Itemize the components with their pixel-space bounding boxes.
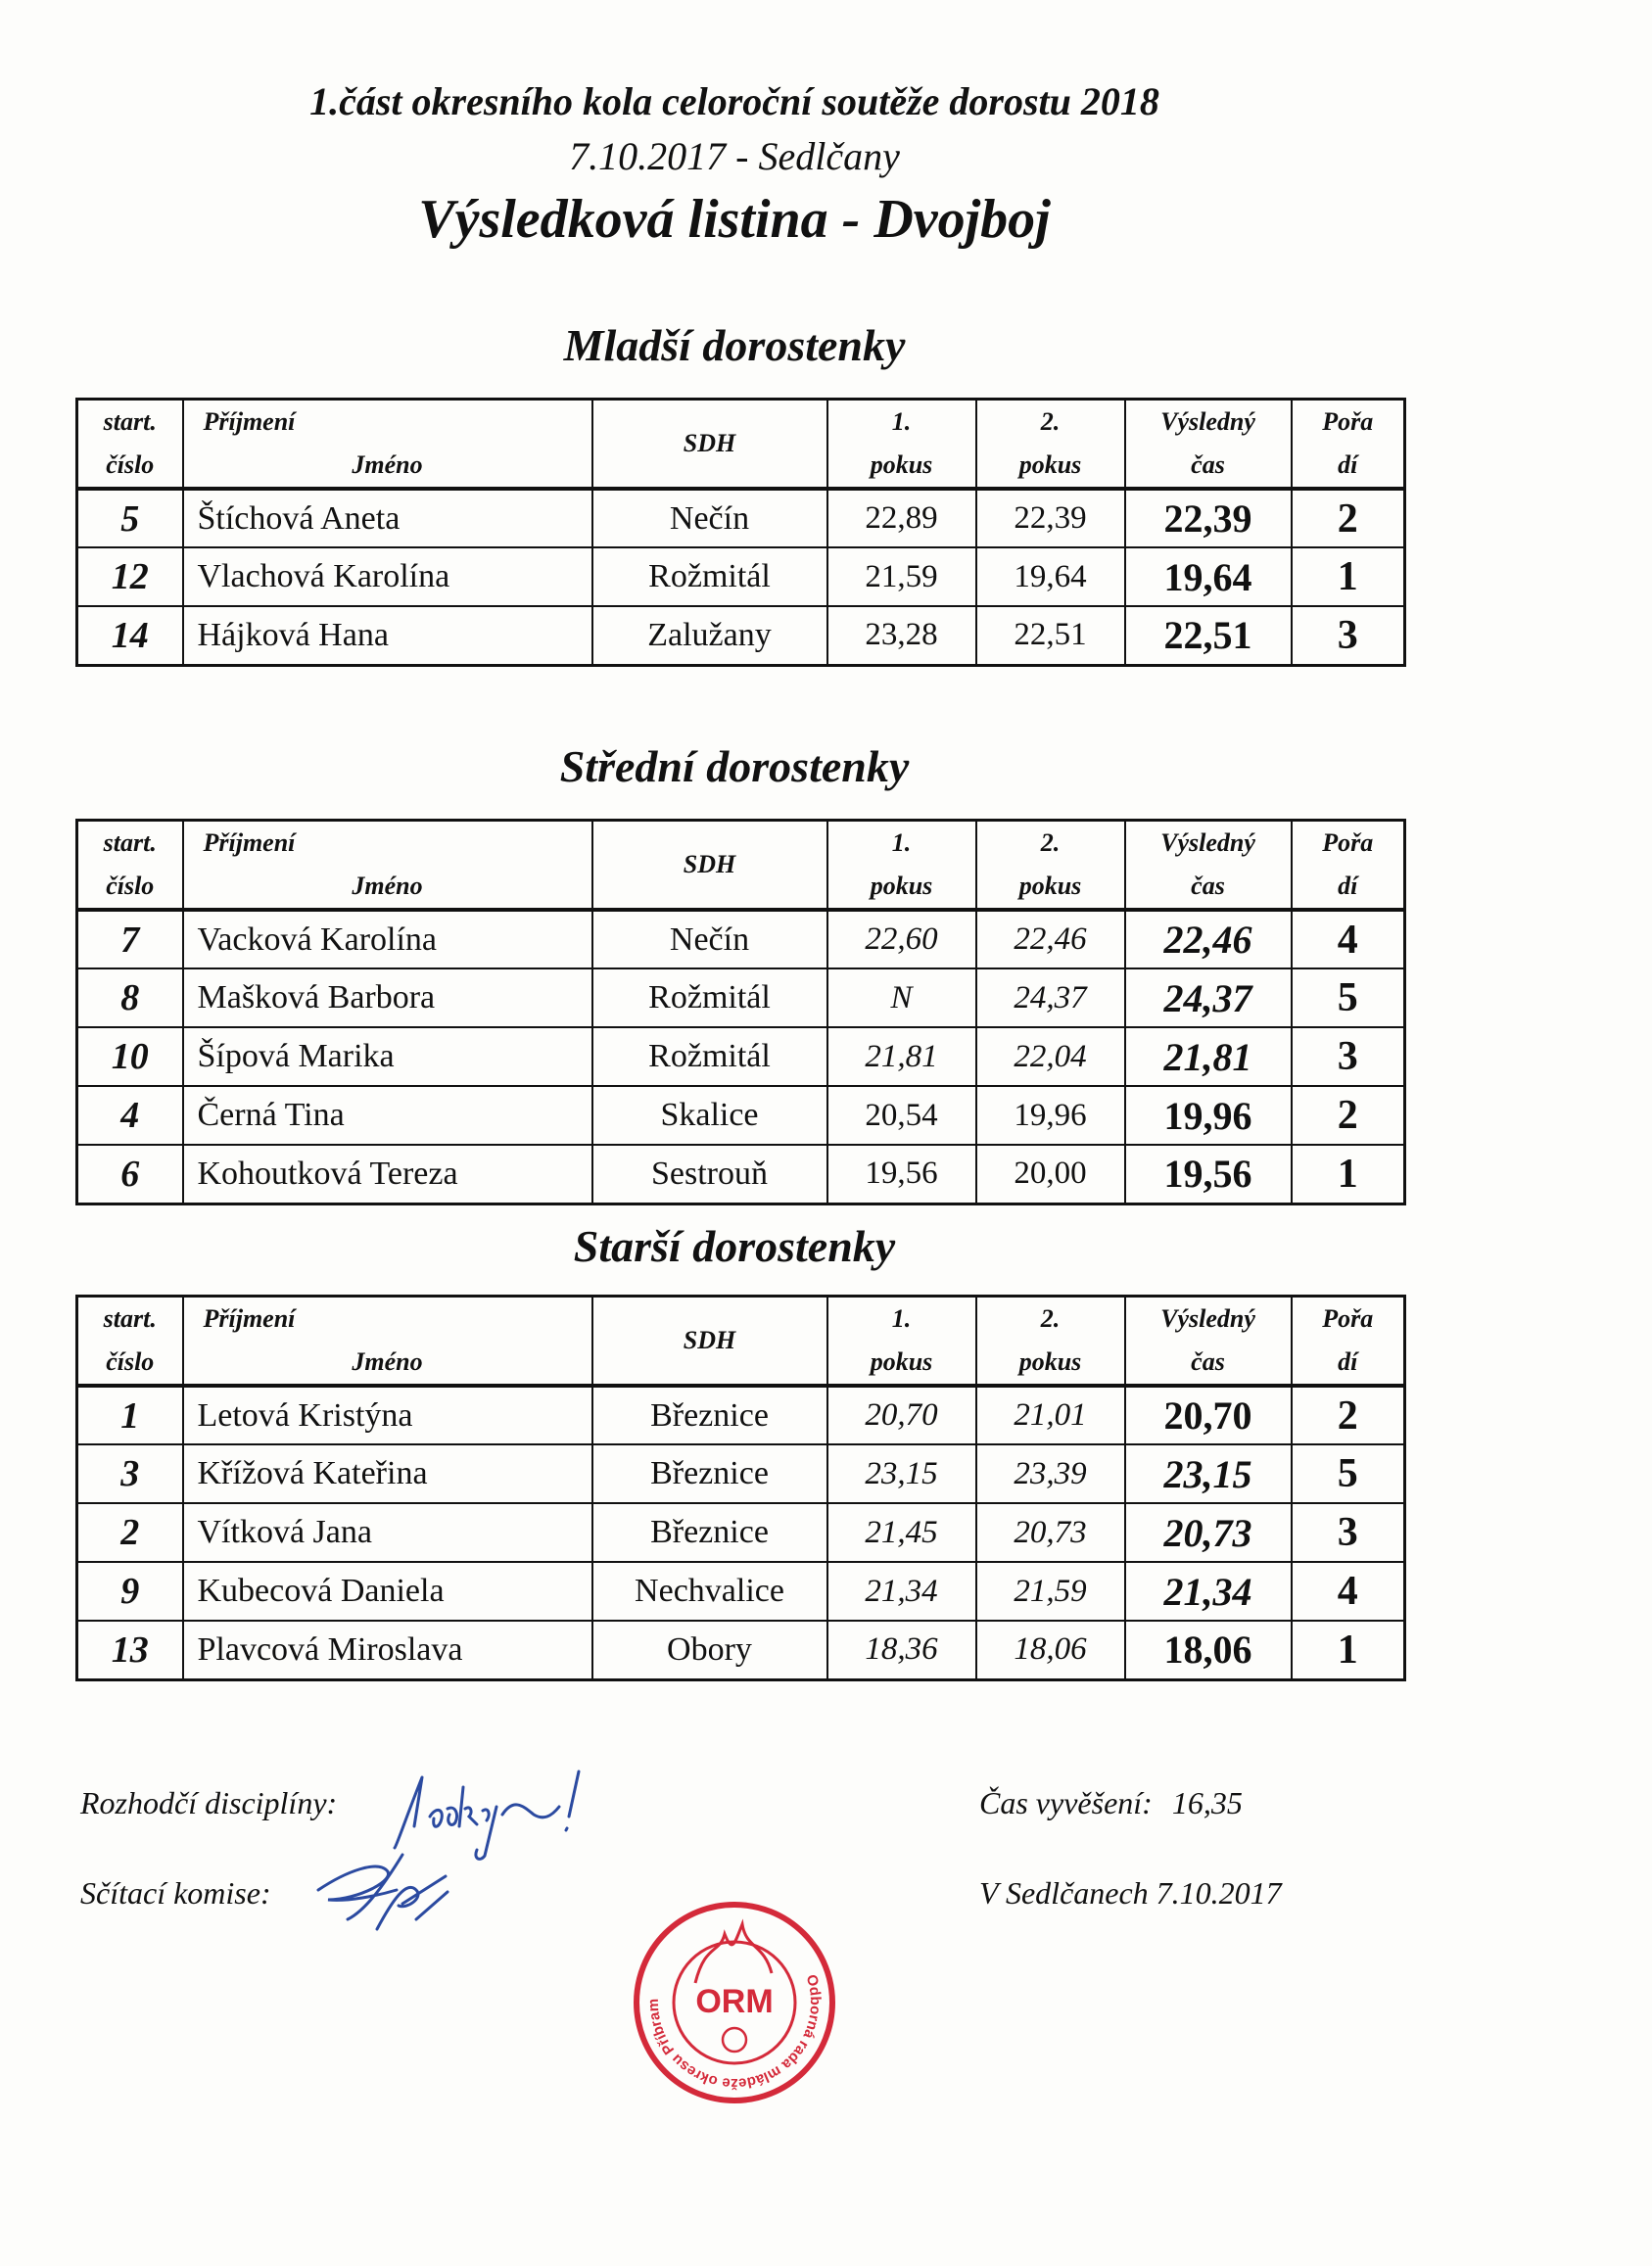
header-name bbox=[183, 821, 592, 911]
results-table bbox=[75, 398, 1406, 667]
result-time: 24,37 bbox=[1125, 968, 1292, 1027]
header-label: 2. bbox=[1040, 828, 1061, 857]
attempt2: 21,01 bbox=[976, 1386, 1125, 1444]
sdh-team: Nečín bbox=[592, 489, 827, 547]
orm-stamp bbox=[627, 1895, 842, 2110]
header-label: Příjmení bbox=[203, 1304, 296, 1333]
result-time: 20,70 bbox=[1125, 1386, 1292, 1444]
rank: 3 bbox=[1292, 1027, 1405, 1086]
rank: 2 bbox=[1292, 489, 1405, 547]
table-row bbox=[77, 606, 1405, 665]
attempt2: 22,51 bbox=[976, 606, 1125, 665]
attempt2: 23,39 bbox=[976, 1444, 1125, 1503]
attempt2: 19,96 bbox=[976, 1086, 1125, 1145]
header-label: 2. bbox=[1040, 407, 1061, 436]
competitor-name: Vlachová Karolína bbox=[183, 547, 592, 606]
header-attempt1 bbox=[827, 1297, 976, 1387]
attempt1: 18,36 bbox=[827, 1621, 976, 1679]
attempt2: 20,73 bbox=[976, 1503, 1125, 1562]
doc-title-line3: Výsledková listina - Dvojboj bbox=[418, 189, 1051, 250]
rank: 4 bbox=[1292, 910, 1405, 968]
header-sdh bbox=[592, 400, 827, 490]
start-number: 1 bbox=[77, 1386, 183, 1444]
attempt1: 20,70 bbox=[827, 1386, 976, 1444]
committee-signature bbox=[308, 1841, 465, 1949]
attempt1: 21,81 bbox=[827, 1027, 976, 1086]
attempt1: N bbox=[827, 968, 976, 1027]
result-time: 20,73 bbox=[1125, 1503, 1292, 1562]
header-label: pokus bbox=[870, 872, 933, 900]
sdh-team: Rožmitál bbox=[592, 547, 827, 606]
header-label: číslo bbox=[106, 1347, 155, 1376]
attempt2: 18,06 bbox=[976, 1621, 1125, 1679]
competitor-name: Černá Tina bbox=[183, 1086, 592, 1145]
sdh-team: Skalice bbox=[592, 1086, 827, 1145]
header-label: Výsledný bbox=[1160, 1304, 1255, 1333]
result-time: 19,56 bbox=[1125, 1145, 1292, 1204]
table-row bbox=[77, 547, 1405, 606]
doc-title-line1: 1.část okresního kola celoroční soutěže dorostu 2018 bbox=[309, 79, 1159, 123]
header-rank bbox=[1292, 400, 1405, 490]
header-result bbox=[1125, 1297, 1292, 1387]
table-row bbox=[77, 910, 1405, 968]
header-label: pokus bbox=[870, 450, 933, 479]
header-attempt2 bbox=[976, 1297, 1125, 1387]
rank: 1 bbox=[1292, 1145, 1405, 1204]
header-result bbox=[1125, 400, 1292, 490]
header-start bbox=[77, 1297, 183, 1387]
start-number: 3 bbox=[77, 1444, 183, 1503]
sdh-team: Rožmitál bbox=[592, 968, 827, 1027]
section-title: Starší dorostenky bbox=[573, 1221, 896, 1271]
results-table bbox=[75, 819, 1406, 1205]
committee-label: Sčítací komise: bbox=[80, 1875, 271, 1911]
header-name bbox=[183, 1297, 592, 1387]
competitor-name: Kubecová Daniela bbox=[183, 1562, 592, 1621]
header-label: 1. bbox=[891, 1304, 912, 1333]
rank: 5 bbox=[1292, 1444, 1405, 1503]
start-number: 13 bbox=[77, 1621, 183, 1679]
result-time: 22,46 bbox=[1125, 910, 1292, 968]
attempt1: 21,45 bbox=[827, 1503, 976, 1562]
header-label: Výsledný bbox=[1160, 407, 1255, 436]
section-title: Střední dorostenky bbox=[559, 741, 910, 791]
sdh-team: Březnice bbox=[592, 1386, 827, 1444]
start-number: 9 bbox=[77, 1562, 183, 1621]
attempt1: 22,60 bbox=[827, 910, 976, 968]
header-label: SDH bbox=[683, 429, 736, 457]
posted-label: Čas vyvěšení: bbox=[979, 1785, 1153, 1820]
start-number: 2 bbox=[77, 1503, 183, 1562]
doc-title-line2: 7.10.2017 - Sedlčany bbox=[569, 134, 900, 178]
attempt1: 23,28 bbox=[827, 606, 976, 665]
table-row bbox=[77, 1503, 1405, 1562]
attempt1: 19,56 bbox=[827, 1145, 976, 1204]
posted-value: 16,35 bbox=[1171, 1785, 1243, 1820]
result-time: 19,64 bbox=[1125, 547, 1292, 606]
result-time: 23,15 bbox=[1125, 1444, 1292, 1503]
result-time: 21,34 bbox=[1125, 1562, 1292, 1621]
table-row bbox=[77, 1562, 1405, 1621]
competitor-name: Křížová Kateřina bbox=[183, 1444, 592, 1503]
header-label: číslo bbox=[106, 450, 155, 479]
header-label: 2. bbox=[1040, 1304, 1061, 1333]
header-label: dí bbox=[1338, 450, 1358, 479]
table-header-row bbox=[77, 1297, 1405, 1387]
result-time: 19,96 bbox=[1125, 1086, 1292, 1145]
header-label: SDH bbox=[683, 1326, 736, 1354]
rank: 4 bbox=[1292, 1562, 1405, 1621]
sdh-team: Březnice bbox=[592, 1444, 827, 1503]
header-attempt1 bbox=[827, 821, 976, 911]
header-attempt2 bbox=[976, 400, 1125, 490]
stamp-center-text: ORM bbox=[695, 1983, 774, 2020]
result-time: 18,06 bbox=[1125, 1621, 1292, 1679]
header-label: Jméno bbox=[352, 872, 423, 900]
sdh-team: Nechvalice bbox=[592, 1562, 827, 1621]
attempt2: 21,59 bbox=[976, 1562, 1125, 1621]
header-start bbox=[77, 400, 183, 490]
header-result bbox=[1125, 821, 1292, 911]
sdh-team: Obory bbox=[592, 1621, 827, 1679]
competitor-name: Letová Kristýna bbox=[183, 1386, 592, 1444]
header-label: Jméno bbox=[352, 1347, 423, 1376]
sdh-team: Rožmitál bbox=[592, 1027, 827, 1086]
sdh-team: Nečín bbox=[592, 910, 827, 968]
header-attempt2 bbox=[976, 821, 1125, 911]
header-label: Pořa bbox=[1322, 1304, 1374, 1333]
header-label: číslo bbox=[106, 872, 155, 900]
table-row bbox=[77, 1027, 1405, 1086]
table-row bbox=[77, 1621, 1405, 1679]
header-sdh bbox=[592, 1297, 827, 1387]
header-label: pokus bbox=[1018, 450, 1082, 479]
header-label: Příjmení bbox=[203, 828, 296, 857]
section-title: Mladší dorostenky bbox=[563, 320, 906, 370]
header-label: pokus bbox=[870, 1347, 933, 1376]
attempt2: 22,39 bbox=[976, 489, 1125, 547]
start-number: 5 bbox=[77, 489, 183, 547]
table-row bbox=[77, 1444, 1405, 1503]
attempt2: 22,46 bbox=[976, 910, 1125, 968]
table-header-row bbox=[77, 821, 1405, 911]
result-time: 21,81 bbox=[1125, 1027, 1292, 1086]
table-row bbox=[77, 1145, 1405, 1204]
stamp-ring-text: Odborná rada mládeže okresu Příbram bbox=[644, 1972, 825, 2093]
header-label: 1. bbox=[891, 407, 912, 436]
header-label: čas bbox=[1191, 450, 1225, 479]
header-start bbox=[77, 821, 183, 911]
header-label: Jméno bbox=[352, 450, 423, 479]
competitor-name: Vítková Jana bbox=[183, 1503, 592, 1562]
result-time: 22,51 bbox=[1125, 606, 1292, 665]
header-name bbox=[183, 400, 592, 490]
result-time: 22,39 bbox=[1125, 489, 1292, 547]
attempt1: 20,54 bbox=[827, 1086, 976, 1145]
header-label: Příjmení bbox=[203, 407, 296, 436]
attempt1: 21,34 bbox=[827, 1562, 976, 1621]
attempt2: 19,64 bbox=[976, 547, 1125, 606]
header-label: pokus bbox=[1018, 1347, 1082, 1376]
header-attempt1 bbox=[827, 400, 976, 490]
attempt2: 24,37 bbox=[976, 968, 1125, 1027]
header-label: 1. bbox=[891, 828, 912, 857]
competitor-name: Štíchová Aneta bbox=[183, 489, 592, 547]
competitor-name: Plavcová Miroslava bbox=[183, 1621, 592, 1679]
start-number: 6 bbox=[77, 1145, 183, 1204]
sdh-team: Zalužany bbox=[592, 606, 827, 665]
referee-label: Rozhodčí disciplíny: bbox=[80, 1785, 338, 1820]
header-label: čas bbox=[1191, 872, 1225, 900]
header-label: Výsledný bbox=[1160, 828, 1255, 857]
competitor-name: Mašková Barbora bbox=[183, 968, 592, 1027]
start-number: 14 bbox=[77, 606, 183, 665]
header-label: dí bbox=[1338, 1347, 1358, 1376]
table-row bbox=[77, 1086, 1405, 1145]
table-row bbox=[77, 968, 1405, 1027]
rank: 2 bbox=[1292, 1386, 1405, 1444]
header-label: dí bbox=[1338, 872, 1358, 900]
sdh-team: Březnice bbox=[592, 1503, 827, 1562]
competitor-name: Vacková Karolína bbox=[183, 910, 592, 968]
attempt1: 22,89 bbox=[827, 489, 976, 547]
attempt1: 21,59 bbox=[827, 547, 976, 606]
competitor-name: Šípová Marika bbox=[183, 1027, 592, 1086]
header-label: start. bbox=[103, 828, 157, 857]
attempt2: 22,04 bbox=[976, 1027, 1125, 1086]
competitor-name: Hájková Hana bbox=[183, 606, 592, 665]
rank: 1 bbox=[1292, 547, 1405, 606]
results-table bbox=[75, 1295, 1406, 1681]
rank: 5 bbox=[1292, 968, 1405, 1027]
attempt1: 23,15 bbox=[827, 1444, 976, 1503]
header-label: pokus bbox=[1018, 872, 1082, 900]
start-number: 7 bbox=[77, 910, 183, 968]
posted-time bbox=[979, 1785, 1243, 1821]
rank: 2 bbox=[1292, 1086, 1405, 1145]
sdh-team: Sestrouň bbox=[592, 1145, 827, 1204]
start-number: 12 bbox=[77, 547, 183, 606]
rank: 3 bbox=[1292, 606, 1405, 665]
header-label: čas bbox=[1191, 1347, 1225, 1376]
header-label: Pořa bbox=[1322, 828, 1374, 857]
start-number: 10 bbox=[77, 1027, 183, 1086]
header-label: SDH bbox=[683, 850, 736, 878]
attempt2: 20,00 bbox=[976, 1145, 1125, 1204]
header-label: Pořa bbox=[1322, 407, 1374, 436]
header-sdh bbox=[592, 821, 827, 911]
header-rank bbox=[1292, 821, 1405, 911]
start-number: 8 bbox=[77, 968, 183, 1027]
rank: 1 bbox=[1292, 1621, 1405, 1679]
start-number: 4 bbox=[77, 1086, 183, 1145]
table-row bbox=[77, 1386, 1405, 1444]
header-rank bbox=[1292, 1297, 1405, 1387]
rank: 3 bbox=[1292, 1503, 1405, 1562]
competitor-name: Kohoutková Tereza bbox=[183, 1145, 592, 1204]
place-date: V Sedlčanech 7.10.2017 bbox=[979, 1875, 1282, 1911]
table-row bbox=[77, 489, 1405, 547]
table-header-row bbox=[77, 400, 1405, 490]
header-label: start. bbox=[103, 1304, 157, 1333]
header-label: start. bbox=[103, 407, 157, 436]
